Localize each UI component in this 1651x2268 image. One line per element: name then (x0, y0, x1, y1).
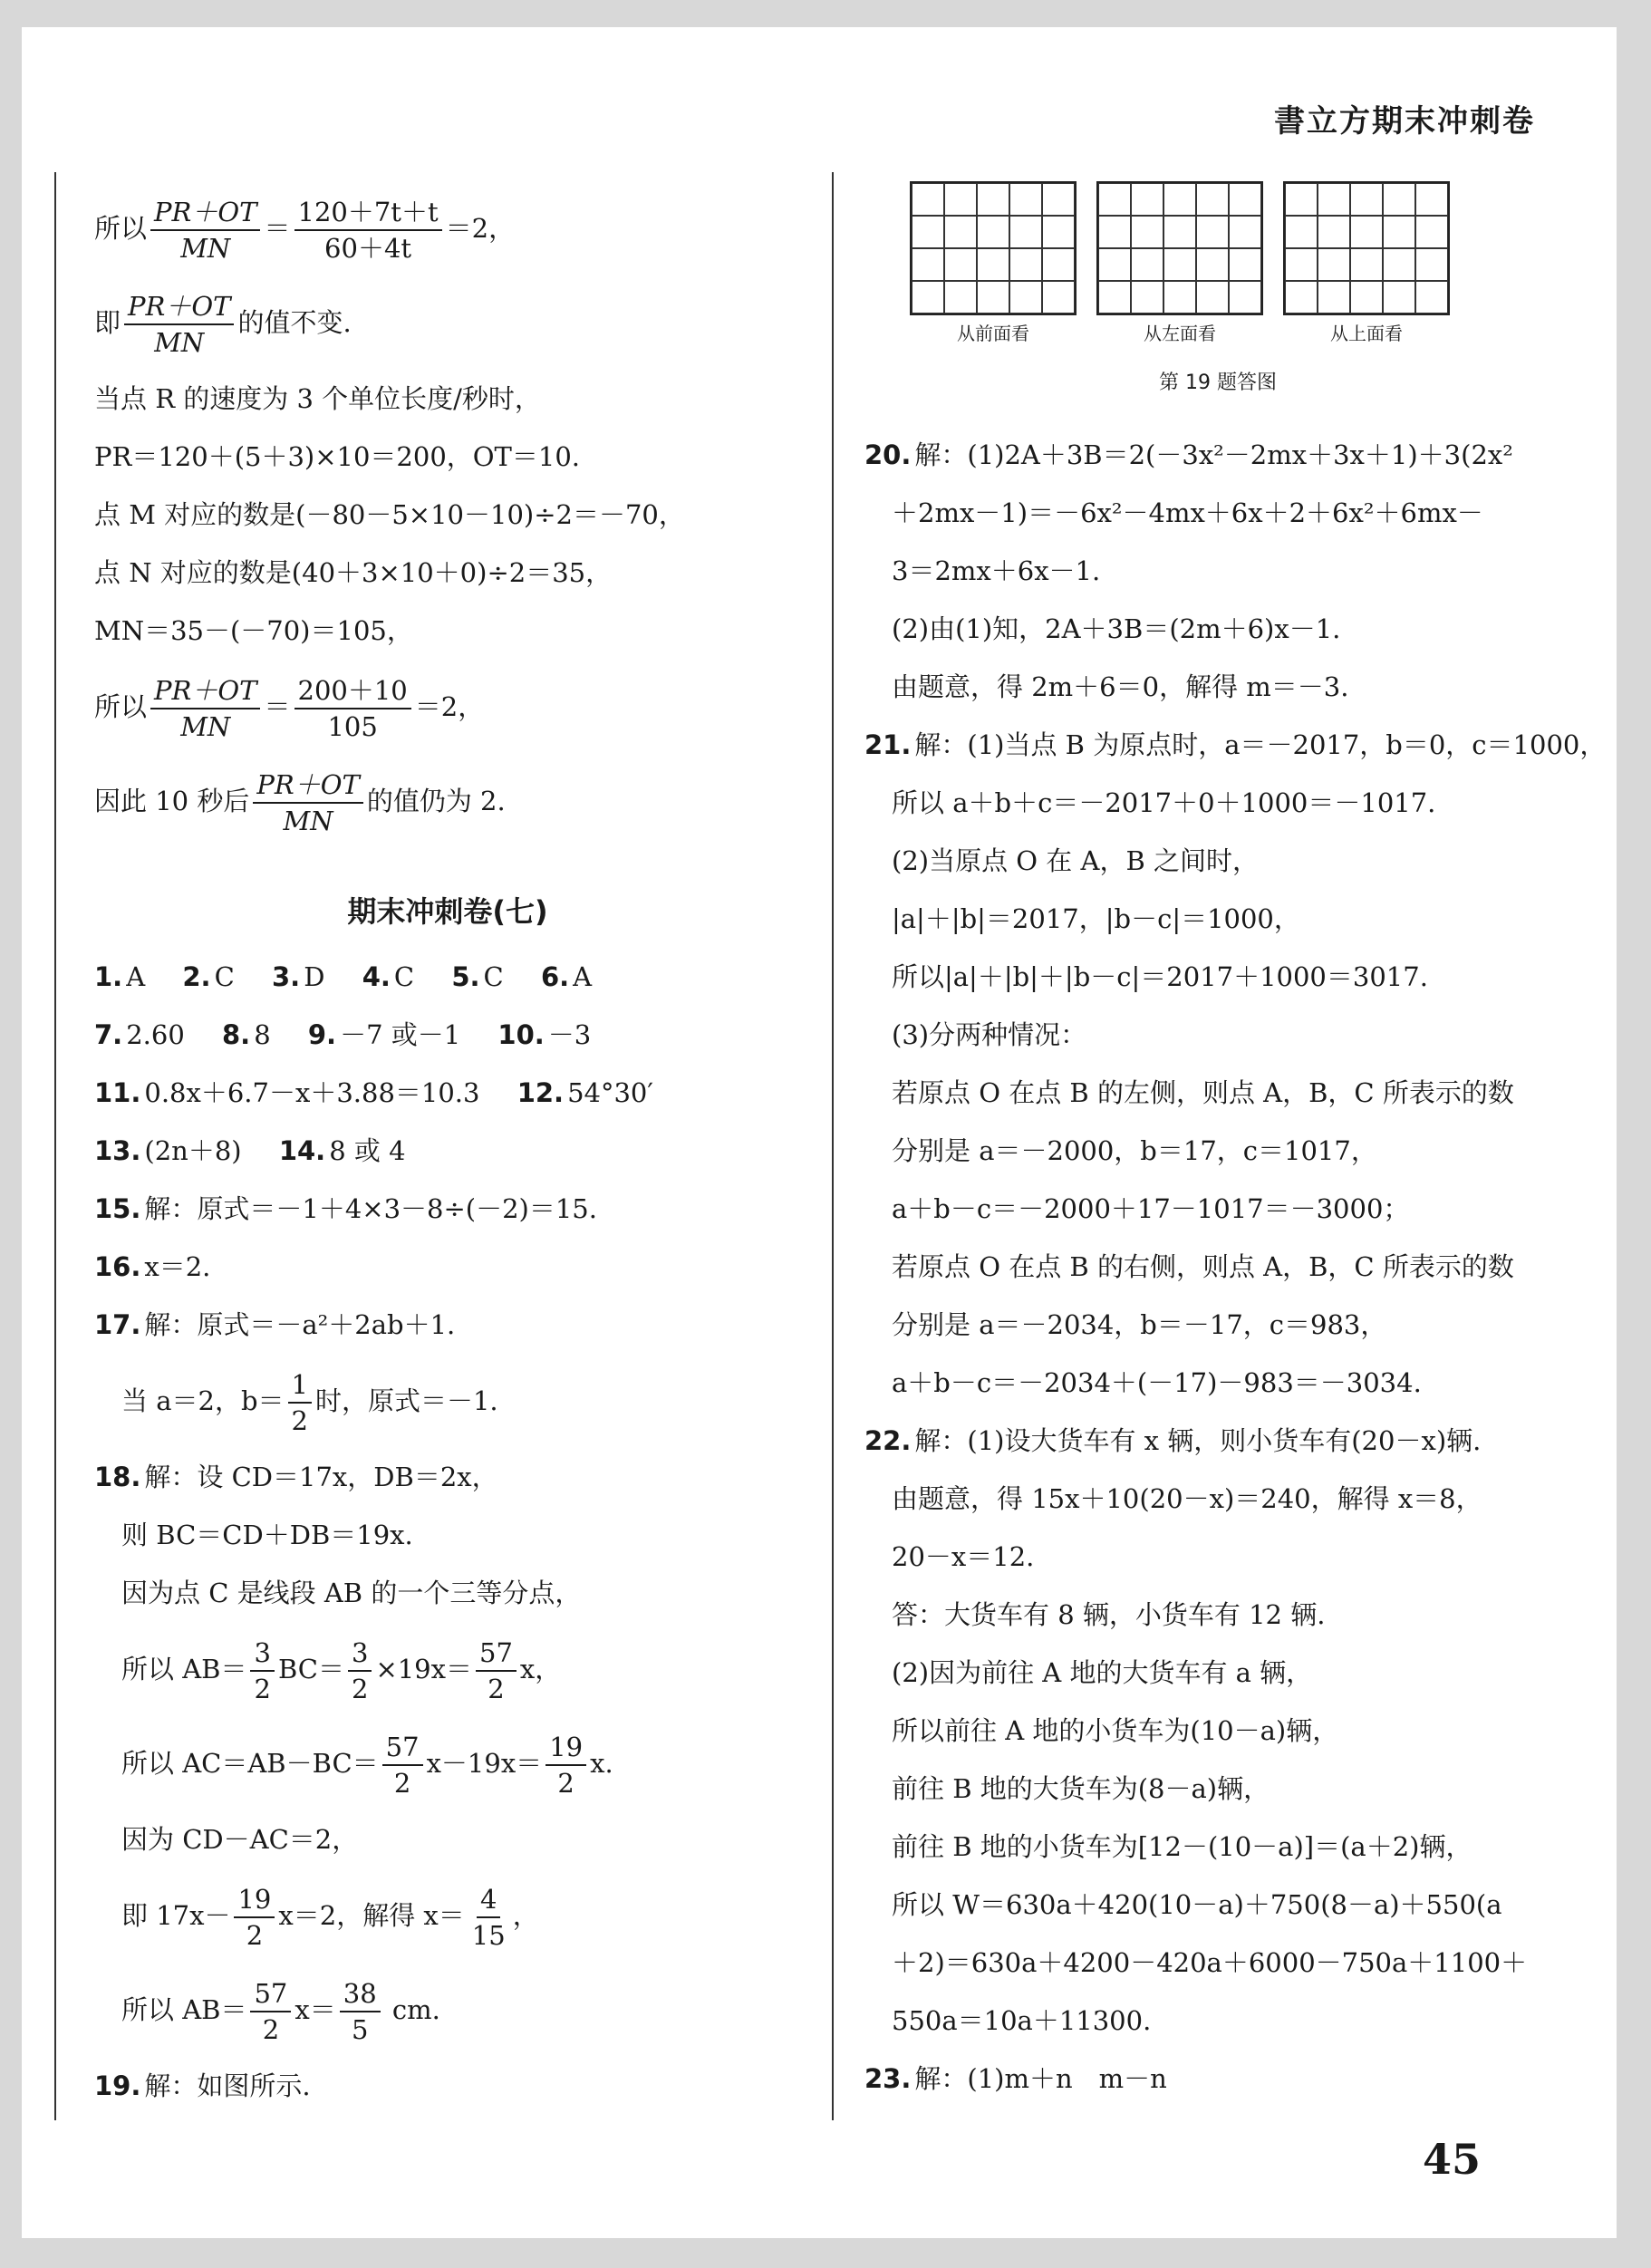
text-line: 即 17x－ $\frac{19}{2}$ x＝2，解得 x＝ $\frac{4}{15}$ ， (121, 1884, 539, 1951)
text-line: 3＝2mx＋6x－1. (892, 555, 1101, 586)
view-label: 从上面看 (1330, 323, 1403, 344)
text-line: 所以 a＋b＋c＝－2017＋0＋1000＝－1017. (892, 787, 1436, 818)
grid-cell (1131, 248, 1163, 281)
text-line: a＋b－c＝－2034＋(－17)－983＝－3034. (892, 1367, 1422, 1398)
grid-cell (977, 248, 1009, 281)
grid-cell (977, 281, 1009, 314)
left-margin-rule (54, 172, 56, 2120)
grid-cell (1318, 216, 1350, 248)
right-column (864, 181, 1607, 2108)
grid-cell (944, 248, 977, 281)
grid-cell (912, 216, 944, 248)
question-21: 21. 解：(1)当点 B 为原点时，a＝－2017，b＝0，c＝1000， (864, 729, 1607, 760)
grid-cell (1098, 216, 1131, 248)
front-view (910, 181, 1077, 352)
page (22, 27, 1617, 2238)
fraction: $\frac{3}{2}$ (348, 1636, 372, 1706)
text-line: 因为点 C 是线段 AB 的一个三等分点， (121, 1578, 582, 1608)
grid-cell (1229, 281, 1261, 314)
fraction: $\frac{PR+OT}{MN}$ (150, 195, 260, 265)
grid-cell (1163, 248, 1196, 281)
text-line: 则 BC＝CD＋DB＝19x. (121, 1520, 413, 1550)
grid-cell (1131, 281, 1163, 314)
three-views-figure (864, 181, 1571, 426)
text-line: 前往 B 地的小货车为[12－(10－a)]＝(a＋2)辆， (892, 1831, 1472, 1862)
text-line: 所以 $\frac{PR+OT}{MN}$ ＝ $\frac{120+7t+t}{60+4t}$ ＝2， (94, 197, 516, 264)
grid-cell (1350, 281, 1383, 314)
section-title: 期末冲刺卷(七) (347, 894, 548, 929)
grid-cell (1163, 281, 1196, 314)
grid-cell (1229, 216, 1261, 248)
fraction: $\frac{PR+OT}{MN}$ (124, 289, 234, 360)
grid-cell (1318, 248, 1350, 281)
grid-cell (1318, 183, 1350, 216)
text-line: 当点 R 的速度为 3 个单位长度/秒时， (94, 383, 541, 414)
grid-cell (1383, 216, 1415, 248)
view-grid (1096, 181, 1263, 315)
text-line: |a|＋|b|＝2017，|b－c|＝1000， (892, 903, 1300, 934)
question-18: 18. 解：设 CD＝17x，DB＝2x， (94, 1462, 498, 1492)
grid-cell (1196, 183, 1229, 216)
grid-cell (1131, 216, 1163, 248)
grid-cell (1350, 248, 1383, 281)
grid-cell (1196, 281, 1229, 314)
fraction: $\frac{57}{2}$ (382, 1730, 423, 1800)
grid-cell (1350, 183, 1383, 216)
text-line: 点 M 对应的数是(－80－5×10－10)÷2＝－70， (94, 499, 685, 530)
question-19: 19. 解：如图所示. (94, 2070, 311, 2101)
question-16: 16. x＝2. (94, 1251, 211, 1282)
fraction: $\frac{1}{2}$ (288, 1367, 312, 1438)
grid-cell (944, 281, 977, 314)
text-line: 因为 CD－AC＝2， (121, 1824, 359, 1855)
grid-cell (1383, 248, 1415, 281)
grid-cell (1042, 183, 1075, 216)
left-view (1096, 181, 1263, 352)
text-line: ＋2)＝630a＋4200－420a＋6000－750a＋1100＋ (892, 1947, 1528, 1978)
page-number: 45 (1422, 2135, 1481, 2184)
grid-cell (1196, 248, 1229, 281)
answer-row: 13. (2n＋8) 14. 8 或 4 (94, 1135, 406, 1166)
grid-cell (977, 183, 1009, 216)
grid-cell (1009, 216, 1042, 248)
answer-row: 11. 0.8x＋6.7－x＋3.88＝10.3 12. 54°30′ (94, 1077, 653, 1108)
answer-row: 7. 2.60 8. 8 9. －7 或－1 10. －3 (94, 1019, 592, 1050)
grid-cell (1350, 216, 1383, 248)
fraction: $\frac{57}{2}$ (250, 1976, 291, 2047)
grid-cell (1229, 248, 1261, 281)
top-view (1283, 181, 1450, 352)
grid-cell (1383, 281, 1415, 314)
fraction: $\frac{3}{2}$ (250, 1636, 274, 1706)
view-grid (910, 181, 1077, 315)
left-column (94, 181, 801, 2115)
text-line: 分别是 a＝－2000，b＝17，c＝1017， (892, 1135, 1377, 1166)
text-line: 即 $\frac{PR+OT}{MN}$ 的值不变. (94, 291, 352, 358)
grid-cell (1415, 281, 1448, 314)
grid-cell (1042, 281, 1075, 314)
text-line: 所以 AC＝AB－BC＝ $\frac{57}{2}$ x－19x＝ $\frac{19}{2}$ x. (121, 1732, 613, 1799)
question-15: 15. 解：原式＝－1＋4×3－8÷(－2)＝15. (94, 1193, 597, 1224)
figure-caption: 第 19 题答图 (1159, 372, 1277, 394)
grid-cell (1098, 281, 1131, 314)
column-divider (832, 172, 834, 2120)
grid-cell (1285, 183, 1318, 216)
grid-cell (1042, 248, 1075, 281)
fraction: $\frac{120+7t+t}{60+4t}$ (294, 195, 442, 265)
text-line: 前往 B 地的大货车为(8－a)辆， (892, 1773, 1270, 1804)
text-line: 答：大货车有 8 辆，小货车有 12 辆. (892, 1599, 1326, 1630)
text-line: PR＝120＋(5＋3)×10＝200，OT＝10. (94, 441, 581, 472)
text-line: 所以 AB＝ $\frac{57}{2}$ x＝ $\frac{38}{5}$ cm. (121, 1978, 440, 2045)
grid-cell (1131, 183, 1163, 216)
text-line: ＋2mx－1)＝－6x²－4mx＋6x＋2＋6x²＋6mx－ (892, 497, 1483, 528)
grid-cell (1285, 216, 1318, 248)
grid-cell (1318, 281, 1350, 314)
text-line: 所以|a|＋|b|＋|b－c|＝2017＋1000＝3017. (892, 961, 1428, 992)
text-line: 20－x＝12. (892, 1541, 1035, 1572)
grid-cell (944, 216, 977, 248)
fraction: $\frac{PR+OT}{MN}$ (253, 767, 362, 838)
view-label: 从左面看 (1144, 323, 1216, 344)
grid-cell (1009, 183, 1042, 216)
fraction: $\frac{4}{15}$ (471, 1884, 506, 1951)
grid-cell (1285, 281, 1318, 314)
question-17: 17. 解：原式＝－a²＋2ab＋1. (94, 1309, 456, 1340)
text-line: 若原点 O 在点 B 的右侧，则点 A，B，C 所表示的数 (892, 1251, 1514, 1282)
text-line: 所以 $\frac{PR+OT}{MN}$ ＝ $\frac{200+10}{105}$ ＝2， (94, 675, 485, 742)
grid-cell (912, 248, 944, 281)
grid-cell (1163, 183, 1196, 216)
text-line: (2)当原点 O 在 A，B 之间时， (892, 845, 1259, 876)
grid-cell (1285, 248, 1318, 281)
grid-cell (1009, 248, 1042, 281)
text-line: (2)由(1)知，2A＋3B＝(2m＋6)x－1. (892, 613, 1341, 644)
text-line: 由题意，得 2m＋6＝0，解得 m＝－3. (892, 671, 1349, 702)
grid-cell (977, 216, 1009, 248)
text-line: 若原点 O 在点 B 的左侧，则点 A，B，C 所表示的数 (892, 1077, 1514, 1108)
grid-cell (912, 281, 944, 314)
fraction: $\frac{57}{2}$ (476, 1636, 517, 1706)
text-line: a＋b－c＝－2000＋17－1017＝－3000； (892, 1193, 1410, 1224)
text-line: 因此 10 秒后 $\frac{PR+OT}{MN}$ 的值仍为 2. (94, 769, 506, 836)
grid-cell (1415, 216, 1448, 248)
text-line: (3)分两种情况： (892, 1019, 1087, 1050)
grid-cell (1415, 183, 1448, 216)
text-line: 所以 AB＝ $\frac{3}{2}$ BC＝ $\frac{3}{2}$ ×19x＝ $\frac{57}{2}$ x， (121, 1637, 562, 1704)
view-label: 从前面看 (957, 323, 1029, 344)
fraction: $\frac{19}{2}$ (234, 1882, 275, 1953)
question-23: 23. 解：(1)m＋n m－n (864, 2063, 1167, 2094)
grid-cell (944, 183, 977, 216)
text-line: 550a＝10a＋11300. (892, 2005, 1152, 2036)
grid-cell (1009, 281, 1042, 314)
grid-cell (1415, 248, 1448, 281)
fraction: $\frac{19}{2}$ (546, 1730, 586, 1800)
answer-row: 1. A 2. C 3. D 4. C 5. C 6. A (94, 961, 593, 992)
grid-cell (1098, 248, 1131, 281)
grid-cell (1383, 183, 1415, 216)
text-line: 点 N 对应的数是(40＋3×10＋0)÷2＝35， (94, 557, 613, 588)
grid-cell (1042, 216, 1075, 248)
question-22: 22. 解：(1)设大货车有 x 辆，则小货车有(20－x)辆. (864, 1425, 1482, 1456)
grid-cell (1163, 216, 1196, 248)
view-grid (1283, 181, 1450, 315)
grid-cell (1196, 216, 1229, 248)
grid-cell (1229, 183, 1261, 216)
question-20: 20. 解：(1)2A＋3B＝2(－3x²－2mx＋3x＋1)＋3(2x² (864, 439, 1513, 470)
text-line: (2)因为前往 A 地的大货车有 a 辆， (892, 1657, 1313, 1688)
text-line: 所以前往 A 地的小货车为(10－a)辆， (892, 1715, 1339, 1746)
text-line: 当 a＝2，b＝ $\frac{1}{2}$ 时，原式＝－1. (121, 1369, 498, 1436)
fraction: $\frac{PR+OT}{MN}$ (150, 673, 260, 744)
fraction: $\frac{200+10}{105}$ (294, 673, 411, 744)
fraction: $\frac{38}{5}$ (340, 1976, 381, 2047)
grid-cell (1098, 183, 1131, 216)
text-line: 所以 W＝630a＋420(10－a)＋750(8－a)＋550(a (892, 1889, 1502, 1920)
book-title: 書立方期末冲刺卷 (1274, 103, 1535, 140)
grid-cell (912, 183, 944, 216)
text-line: 分别是 a＝－2034，b＝－17，c＝983， (892, 1309, 1387, 1340)
text-line: 由题意，得 15x＋10(20－x)＝240，解得 x＝8， (892, 1483, 1482, 1514)
text-line: MN＝35－(－70)＝105， (94, 615, 413, 646)
